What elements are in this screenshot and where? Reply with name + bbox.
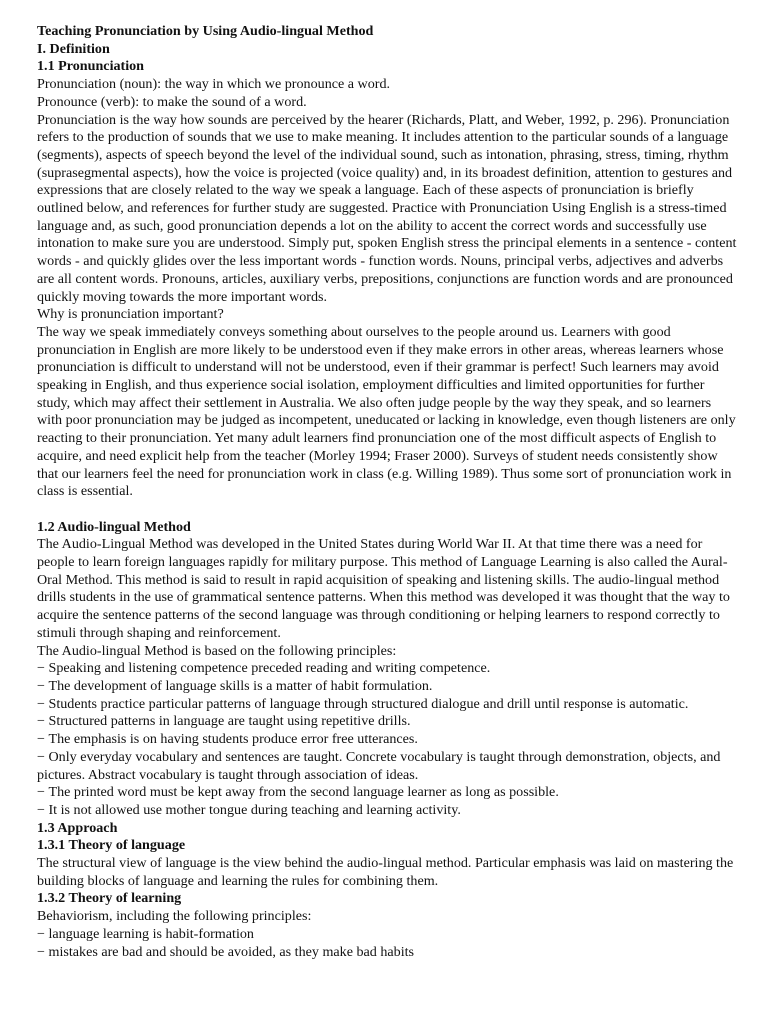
paragraph: The structural view of language is the view behind the audio-lingual method. Particular emphasis was laid on mastering the building blocks of language and learning the rules for combining them. <box>37 855 734 889</box>
document-page <box>37 23 737 961</box>
subsection-heading-audio-lingual-method: 1.2 Audio-lingual Method <box>37 518 191 535</box>
paragraph: Behaviorism, including the following principles: <box>37 908 312 925</box>
paragraph: Pronunciation is the way how sounds are perceived by the hearer (Richards, Platt, and Weber, 1992, p. 296). Pronunciation refers to the production of sounds that we use to make meaning. It includes attention to the particular sounds of a language (segments), aspects of speech beyond the level of the individual sound, such as intonation, phrasing, stress, timing, rhythm (suprasegmental aspects), how the voice is projected (voice quality) and, in its broadest definition, attention to gestures and expressions that are closely related to the way we speak a language. Each of these aspects of pronunciation is briefly outlined below, and references for further study are suggested. Practice with Pronunciation Using English is a stress-timed language and, as such, good pronunciation depends a lot on the ability to accent the correct words and successfully use intonation to make sure you are understood. Simply put, spoken English stress the principal elements in a sentence - content words - and quickly glides over the less important words - function words. Nouns, principal verbs, adjectives and adverbs are all content words. Pronouns, articles, auxiliary verbs, prepositions, conjunctions are function words and are pronounced quickly moving towards the more important words. <box>37 111 737 305</box>
bullet-item: − Speaking and listening competence preceded reading and writing competence. <box>37 660 737 678</box>
bullet-item: − language learning is habit-formation <box>37 926 737 944</box>
paragraph: The way we speak immediately conveys something about ourselves to the people around us. Learners with good pronunciation in English are more likely to be understood even if they make errors in other areas, whereas learners whose pronunciation is difficult to understand will not be understood, even if their grammar is perfect! Such learners may avoid speaking in English, and thus experience social isolation, employment difficulties and limited opportunities for further study, which may affect their settlement in Australia. We also often judge people by the way they speak, and so learners with poor pronunciation may be judged as incompetent, uneducated or lacking in knowledge, even though listeners are only reacting to their pronunciation. Yet many adult learners find pronunciation one of the most difficult aspects of English to acquire, and need explicit help from the teacher (Morley 1994; Fraser 2000). Surveys of student needs consistently show that our learners feel the need for pronunciation work in class (e.g. Willing 1989). Thus some sort of pronunciation work in class is essential. <box>37 323 736 500</box>
paragraph: Why is pronunciation important? <box>37 306 224 323</box>
bullet-item: − Only everyday vocabulary and sentences are taught. Concrete vocabulary is taught through demonstration, objects, and pictures. Abstract vocabulary is taught through association of ideas. <box>37 749 737 784</box>
bullet-item: − The development of language skills is a matter of habit formulation. <box>37 678 737 696</box>
paragraph: The Audio-Lingual Method was developed in the United States during World War II. At that time there was a need for people to learn foreign languages rapidly for military purpose. This method of Language Learning is also called the Aural-Oral Method. This method is said to result in rapid acquisition of speaking and listening skills. The audio-lingual method drills students in the use of grammatical sentence patterns. When this method was developed it was thought that the way to acquire the sentence patterns of the second language was through conditioning or helping learners to respond correctly to stimuli through shaping and reinforcement. <box>37 536 730 641</box>
subsection-heading-theory-of-language: 1.3.1 Theory of language <box>37 837 186 854</box>
paragraph: Pronunciation (noun): the way in which we pronounce a word. <box>37 76 391 93</box>
subsection-heading-approach: 1.3 Approach <box>37 819 118 836</box>
bullet-item: − Students practice particular patterns of language through structured dialogue and drill until response is automatic. <box>37 696 737 714</box>
bullet-item: − Structured patterns in language are taught using repetitive drills. <box>37 713 737 731</box>
subsection-heading-theory-of-learning: 1.3.2 Theory of learning <box>37 890 182 907</box>
paragraph: Pronounce (verb): to make the sound of a word. <box>37 93 307 110</box>
paragraph: The Audio-lingual Method is based on the following principles: <box>37 642 397 659</box>
blank-line <box>37 501 737 519</box>
section-heading-definition: I. Definition <box>37 40 110 57</box>
bullet-item: − The emphasis is on having students produce error free utterances. <box>37 731 737 749</box>
bullet-item: − mistakes are bad and should be avoided, as they make bad habits <box>37 944 737 962</box>
bullet-item: − It is not allowed use mother tongue during teaching and learning activity. <box>37 802 737 820</box>
document-title: Teaching Pronunciation by Using Audio-lingual Method <box>37 23 374 39</box>
bullet-item: − The printed word must be kept away from the second language learner as long as possible. <box>37 784 737 802</box>
subsection-heading-pronunciation: 1.1 Pronunciation <box>37 58 145 75</box>
